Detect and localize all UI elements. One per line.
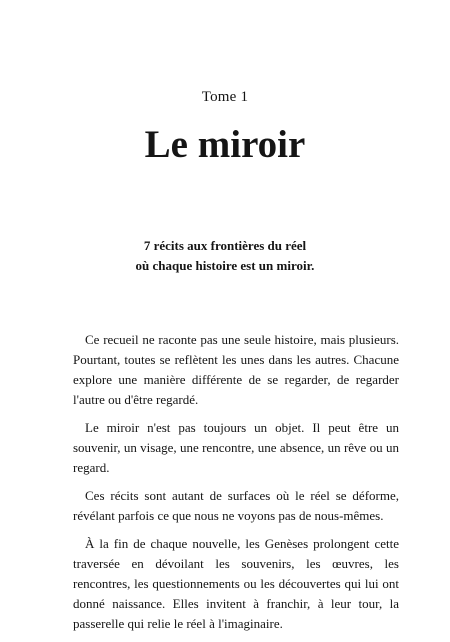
volume-label: Tome 1 [201, 89, 249, 105]
subtitle-line-2: où chaque histoire est un miroir. [135, 258, 315, 273]
paragraph-2: Le miroir n'est pas toujours un objet. Il peut être un souvenir, un visage, une rencontre, une absence, un rêve ou un regard. [73, 420, 399, 475]
subtitle-line-1: 7 récits aux frontières du réel [143, 238, 307, 253]
paragraph-3: Ces récits sont autant de surfaces où le réel se déforme, révélant parfois ce que nous ne voyons pas de nous-mêmes. [73, 488, 399, 523]
paragraph-1: Ce recueil ne raconte pas une seule histoire, mais plusieurs. Pourtant, toutes se reflètent les unes dans les autres. Chacune explore une manière différente de se regarder, de regarder l'autre ou d'être regardé. [73, 332, 399, 407]
body-text [73, 330, 399, 642]
subtitle [0, 236, 450, 276]
book-title: Le miroir [144, 123, 306, 166]
paragraph-4: À la fin de chaque nouvelle, les Genèses prolongent cette traversée en dévoilant les souvenirs, les œuvres, les rencontres, les questionnements ou les découvertes qui lui ont donné naissance. Elles invitent à franchir, à leur tour, la passerelle qui relie le réel à l'imaginaire. [73, 536, 399, 631]
